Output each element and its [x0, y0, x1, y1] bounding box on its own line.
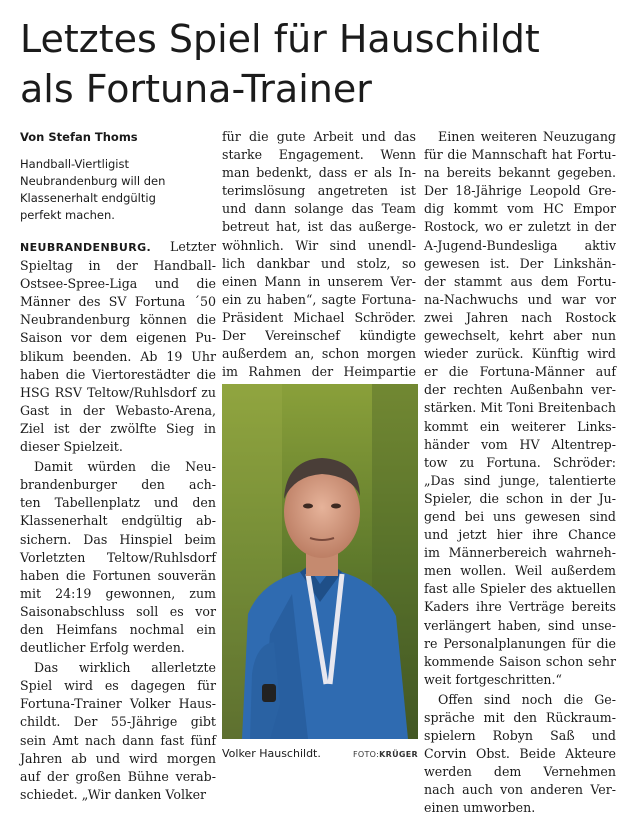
body-line: auf der großen Bühne verab- — [20, 768, 216, 784]
body-line: im Rahmen der Heimpartie — [222, 364, 416, 380]
body-line: kommt ein weiterer Links- — [424, 418, 616, 434]
body-line: fast alle Spieler des aktuellen — [424, 581, 616, 597]
body-line: einen Mann in unserem Ver- — [222, 273, 416, 289]
body-line: kommende Saison schon sehr — [424, 653, 616, 669]
body-line: haben die Viertorestädter die — [20, 366, 216, 382]
body-line: „Das sind junge, talentierte — [424, 472, 616, 488]
body-line: zwei Jahren nach Rostock — [424, 309, 616, 325]
body-line: na bereits bekannt gegeben. — [424, 165, 616, 181]
body-line: der stammt aus dem Fortu- — [424, 273, 616, 289]
body-line: A-Jugend-Bundesliga aktiv — [424, 237, 616, 253]
headline-line-1: Letztes Spiel für Hauschildt — [20, 17, 540, 61]
body-line: Ziel ist der zwölfte Sieg in — [20, 420, 216, 436]
body-line: Saisonabschluss soll es vor — [20, 603, 216, 619]
body-line: und jetzt hier ihre Chance — [424, 527, 616, 543]
body-line-text: Letzter — [169, 239, 216, 254]
body-line: Spieltag in der Handball- — [20, 258, 216, 274]
body-line: Präsident Michael Schröder. — [222, 309, 416, 325]
body-line: Der Vereinschef kündigte — [222, 328, 416, 344]
body-line: childt. Der 55-Jährige gibt — [20, 714, 216, 730]
body-line: gewesen ist. Der Linkshän- — [424, 255, 616, 271]
body-line: spielern Robyn Saß und — [424, 728, 616, 744]
photo-credit — [353, 747, 418, 763]
column-2 — [222, 128, 416, 418]
body-line: Damit würden die Neu- — [34, 459, 216, 475]
body-line: brandenburger den ach- — [20, 477, 216, 493]
body-line: man bedenkt, dass er als In- — [222, 165, 416, 181]
body-line: gend bei uns gewesen sind — [424, 508, 616, 524]
body-line: Fortuna-Trainer Volker Haus- — [20, 696, 216, 712]
body-line: weit fortgeschritten.“ — [424, 671, 562, 687]
body-line: für die Mannschaft hat Fortu- — [424, 147, 616, 163]
body-line: im Männerbereich wahrneh- — [424, 545, 616, 561]
column-1 — [20, 128, 216, 804]
body-line: einen umworben. — [424, 800, 536, 816]
body-line: Das wirklich allerletzte — [34, 660, 216, 676]
body-line: Jahren ab und wird morgen — [20, 750, 216, 766]
body-line: Ostsee-Spree-Liga und die — [20, 276, 216, 292]
body-line: terimslösung angetreten ist — [222, 183, 416, 199]
body-line: blikum beenden. Ab 19 Uhr — [20, 348, 216, 364]
body-line: Neubrandenburg können die — [20, 312, 216, 328]
photo-credit-label: FOTO: — [353, 750, 380, 759]
headline-line-2: als Fortuna-Trainer — [20, 67, 372, 111]
trainer-photo-image — [222, 384, 418, 739]
body-line: re Personalplanungen für die — [424, 635, 616, 651]
body-line: ein zu haben“, sagte Fortuna- — [222, 291, 416, 307]
column-3 — [424, 128, 616, 818]
body-line: ten Tabellenplatz und den — [20, 495, 216, 511]
body-line: Männer des SV Fortuna ´50 — [20, 294, 216, 310]
body-line: men wollen. Weil außerdem — [424, 563, 616, 579]
body-line: Der 18-Jährige Leopold Gre- — [424, 183, 616, 199]
body-line: wieder zurück. Künftig wird — [424, 346, 616, 362]
body-line: Kaders ihre Verträge bereits — [424, 599, 616, 615]
body-line: spräche mit den Rückraum- — [424, 710, 616, 725]
teaser — [20, 156, 216, 224]
body-line: den Heimfans nochmal ein — [20, 621, 216, 637]
body-line: mit 24:19 gewonnen, zum — [20, 585, 216, 601]
body-line: Spiel wird es dagegen für — [20, 678, 216, 694]
article-body-column-2 — [222, 128, 416, 418]
body-line: HSG RSV Teltow/Ruhlsdorf zu — [20, 384, 216, 400]
body-line: händer vom HV Altentrep- — [424, 436, 616, 452]
trainer-photo — [222, 384, 418, 739]
body-line: starke Engagement. Wenn — [222, 147, 416, 163]
body-line: wöhnlich. Wir sind unendl- — [222, 237, 416, 253]
teaser-line: Neubrandenburg will den — [20, 174, 166, 188]
body-line: nach auch von anderen Ver- — [424, 782, 616, 798]
dateline: NEUBRANDENBURG. — [20, 241, 152, 254]
body-line: Offen sind noch die Ge- — [438, 691, 616, 707]
body-line: stärken. Mit Toni Breitenbach — [424, 400, 616, 416]
body-line: Corvin Obst. Beide Akteure — [424, 746, 616, 762]
body-line: schiedet. „Wir danken Volker — [20, 786, 207, 802]
body-line: sein Amt nach dann fast fünf — [20, 732, 216, 748]
article-body-column-1 — [20, 238, 216, 804]
article-body-column-3 — [424, 128, 616, 818]
body-line: Gast in der Webasto-Arena, — [20, 402, 216, 418]
teaser-line: Handball-Viertligist — [20, 157, 130, 171]
body-line: der rechten Außenbahn ver- — [424, 382, 616, 398]
body-line: Saison vor dem eigenen Pu- — [20, 330, 216, 346]
body-line: Rostock, wo er zuletzt in der — [424, 219, 616, 235]
body-line: sichern. Das Hinspiel beim — [20, 531, 216, 547]
body-line: verlängert haben, sind unse- — [424, 617, 616, 633]
teaser-line: perfekt machen. — [20, 208, 115, 222]
body-line: er die Fortuna-Männer auf — [424, 364, 616, 380]
body-line: Spieler, die schon in der Ju- — [424, 490, 616, 506]
body-line: haben die Fortunen souverän — [20, 567, 216, 583]
photo-caption — [222, 746, 418, 762]
body-line: und dann solange das Team — [222, 201, 416, 217]
caption-text: Volker Hauschildt. — [222, 747, 321, 760]
body-line — [20, 238, 216, 257]
body-line: Vorletzten Teltow/Ruhlsdorf — [20, 549, 216, 565]
body-line: tow zu Fortuna. Schröder: — [424, 454, 616, 470]
headline — [20, 14, 610, 114]
body-line: gewechselt, kehrt aber nun — [424, 328, 616, 344]
teaser-line: Klassenerhalt endgültig — [20, 191, 156, 205]
body-line: für die gute Arbeit und das — [222, 129, 416, 144]
body-line: na-Nachwuchs und war vor — [424, 291, 616, 307]
body-line: werden dem Vernehmen — [424, 764, 616, 780]
body-line: Klassenerhalt endgültig ab- — [20, 513, 216, 529]
photo-credit-name: KRÜGER — [379, 750, 418, 759]
body-line: dieser Spielzeit. — [20, 439, 123, 455]
body-line: deutlicher Erfolg werden. — [20, 640, 185, 656]
body-line: dig kommt vom HC Empor — [424, 201, 616, 217]
body-line: betreut hat, ist das außerge- — [222, 219, 416, 235]
byline: Von Stefan Thoms — [20, 130, 138, 144]
body-line: außerdem an, schon morgen — [222, 346, 416, 362]
body-line: Einen weiteren Neuzugang — [438, 129, 616, 144]
body-line: lich dankbar und stolz, so — [222, 255, 416, 271]
